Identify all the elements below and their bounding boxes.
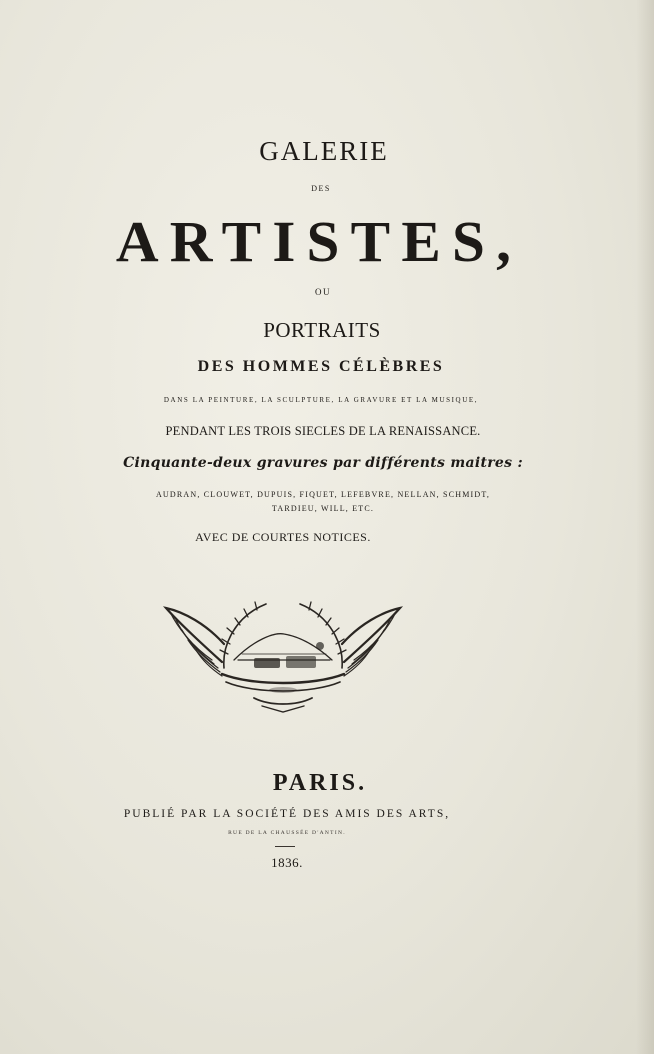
imprint-year: 1836. [271, 855, 303, 870]
subtitle-hommes-celebres: DES HOMMES CÉLÈBRES [197, 358, 445, 375]
winged-wreath-vignette-icon [162, 594, 404, 714]
engraver-names-line-2: TARDIEU, WILL, ETC. [271, 504, 375, 513]
engravings-note: Cinquante-deux gravures par différents maitres : [123, 455, 523, 471]
notices-note: AVEC DE COURTES NOTICES. [195, 530, 371, 544]
title-des: DES [311, 184, 331, 193]
title-artistes: ARTISTES, [115, 209, 523, 274]
title-galerie: GALERIE [259, 136, 389, 166]
subtitle-disciplines: DANS LA PEINTURE, LA SCULPTURE, LA GRAVURE ET LA MUSIQUE, [163, 396, 479, 404]
title-ou: OU [315, 287, 331, 297]
imprint-publisher: PUBLIÉ PAR LA SOCIÉTÉ DES AMIS DES ARTS, [123, 808, 451, 820]
imprint-address: RUE DE LA CHAUSSÉE D'ANTIN. [228, 830, 346, 836]
subtitle-portraits: PORTRAITS [263, 318, 381, 342]
imprint-divider [275, 846, 295, 847]
imprint-city: PARIS. [272, 770, 368, 796]
engraver-names-line-1: AUDRAN, CLOUWET, DUPUIS, FIQUET, LEFEBVRE, NELLAN, SCHMIDT, [155, 490, 491, 499]
subtitle-period: PENDANT LES TROIS SIECLES DE LA RENAISSANCE. [165, 424, 481, 438]
